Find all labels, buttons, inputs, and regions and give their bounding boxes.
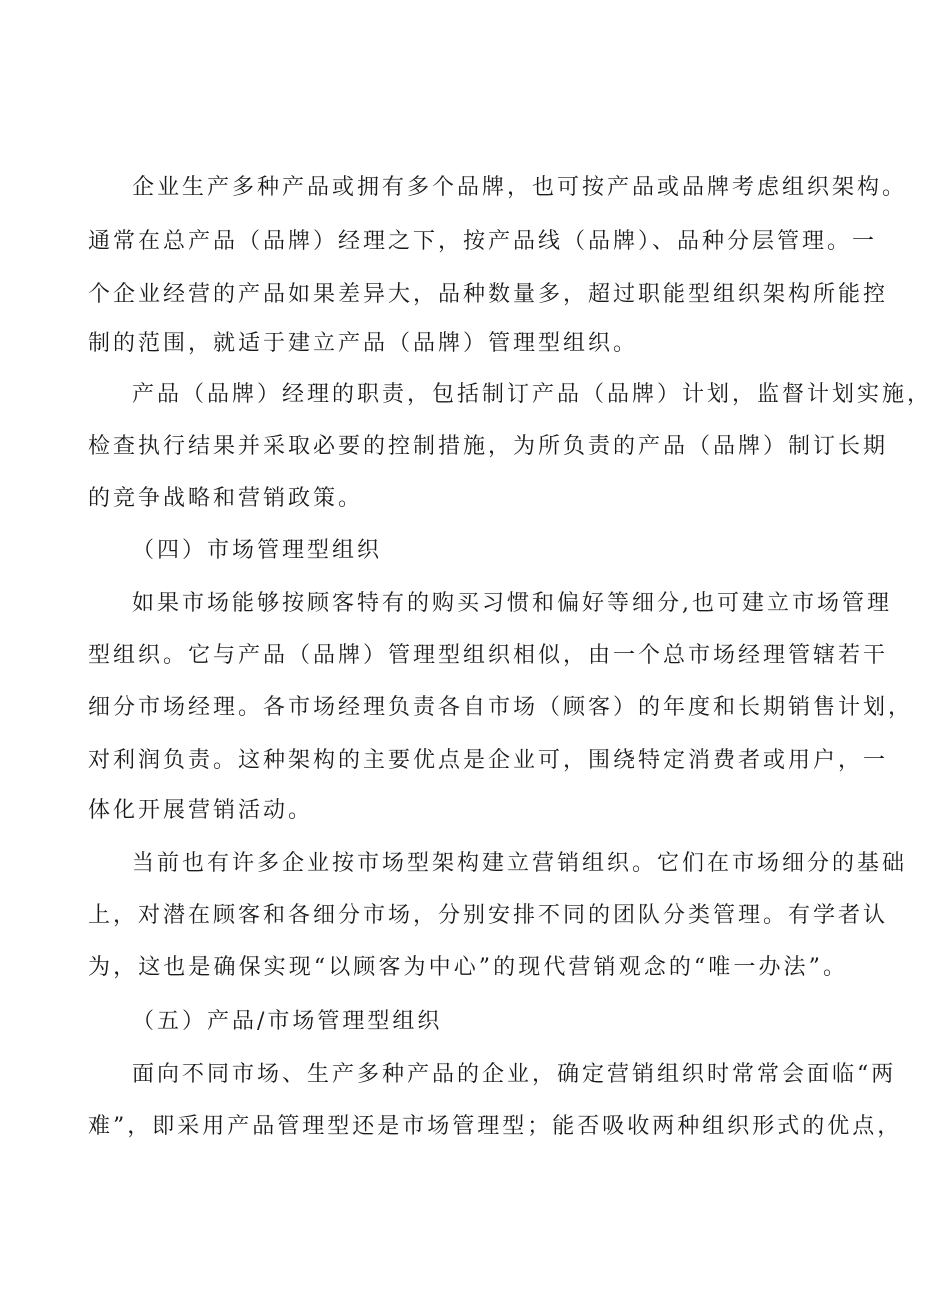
paragraph-line: 当前也有许多企业按市场型架构建立营销组织。它们在市场细分的基础 xyxy=(132,851,908,876)
paragraph-line: 的竞争战略和营销政策。 xyxy=(88,486,364,511)
paragraph-line: 产品（品牌）经理的职责，包括制订产品（品牌）计划，监督计划实施， xyxy=(132,382,932,407)
paragraph-line: 细分市场经理。各市场经理负责各自市场（顾客）的年度和长期销售计划， xyxy=(88,695,914,720)
paragraph-line: 难”，即采用产品管理型还是市场管理型；能否吸收两种组织形式的优点， xyxy=(88,1114,903,1139)
paragraph-line: 如果市场能够按顾客特有的购买习惯和偏好等细分,也可建立市场管理 xyxy=(132,591,892,616)
paragraph-line: 面向不同市场、生产多种产品的企业，确定营销组织时常常会面临“两 xyxy=(132,1062,897,1087)
section-heading: （五）产品/市场管理型组织 xyxy=(132,1009,443,1034)
paragraph-line: 通常在总产品（品牌）经理之下，按产品线（品牌）、品种分层管理。一 xyxy=(88,229,878,254)
paragraph-line: 上，对潜在顾客和各细分市场，分别安排不同的团队分类管理。有学者认 xyxy=(88,903,889,928)
paragraph-line: 为，这也是确保实现“以顾客为中心”的现代营销观念的“唯一办法”。 xyxy=(88,955,848,980)
paragraph-line: 对利润负责。这种架构的主要优点是企业可，围绕特定消费者或用户，一 xyxy=(88,748,889,773)
paragraph-line: 体化开展营销活动。 xyxy=(88,798,314,823)
section-heading: （四）市场管理型组织 xyxy=(132,538,383,563)
paragraph-line: 检查执行结果并采取必要的控制措施，为所负责的产品（品牌）制订长期 xyxy=(88,434,889,459)
paragraph-line: 企业生产多种产品或拥有多个品牌，也可按产品或品牌考虑组织架构。 xyxy=(132,175,908,200)
paragraph-line: 制的范围，就适于建立产品（品牌）管理型组织。 xyxy=(88,331,639,356)
paragraph-line: 型组织。它与产品（品牌）管理型组织相似，由一个总市场经理管辖若干 xyxy=(88,643,889,668)
paragraph-line: 个企业经营的产品如果差异大，品种数量多，超过职能型组织架构所能控 xyxy=(88,282,889,307)
